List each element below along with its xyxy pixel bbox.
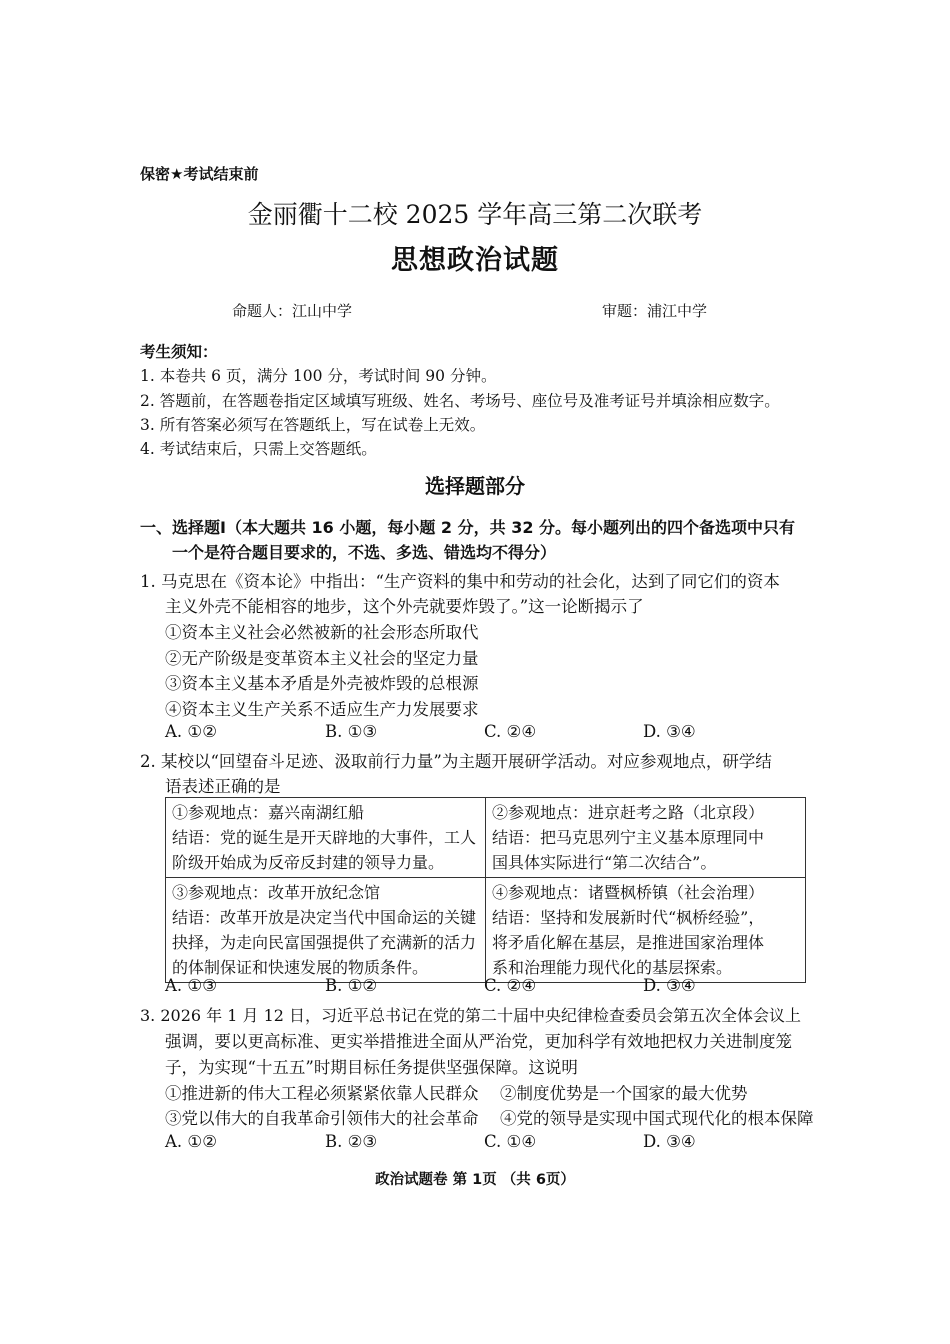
q2-cell-1-line: ①参观地点：嘉兴南湖红船 (172, 803, 365, 822)
q3-statement: ③党以伟大的自我革命引领伟大的社会革命 (165, 1109, 479, 1128)
notice-item: 4. 考试结束后，只需上交答题纸。 (140, 440, 377, 458)
q2-option-c: C. ②④ (484, 976, 537, 995)
q3-option-c: C. ①④ (484, 1132, 537, 1151)
q2-option-b: B. ①② (325, 976, 378, 995)
q3-stem-line1: 3. 2026 年 1 月 12 日，习近平总书记在党的第二十届中央纪律检查委员会第五次全体会议上 (140, 1006, 802, 1025)
q2-cell-1-line: 结语：党的诞生是开天辟地的大事件，工人 (172, 828, 477, 847)
confidential-label: 保密★考试结束前 (140, 165, 259, 183)
q1-option-a: A. ①② (165, 722, 217, 741)
reviewer-label: 审题：浦江中学 (602, 302, 708, 320)
q2-cell-2-line: ②参观地点：进京赶考之路（北京段） (492, 803, 765, 822)
notice-title: 考生须知： (140, 343, 218, 361)
author-label: 命题人：江山中学 (232, 302, 353, 320)
q2-cell-2-line: 结语：把马克思列宁主义基本原理同中 (492, 828, 765, 847)
notice-item: 3. 所有答案必须写在答题纸上，写在试卷上无效。 (140, 416, 486, 434)
q2-cell-4-line: ④参观地点：诸暨枫桥镇（社会治理） (492, 883, 765, 902)
q2-cell-4-line: 将矛盾化解在基层，是推进国家治理体 (492, 933, 765, 952)
q1-stem-line2: 主义外壳不能相容的地步，这个外壳就要炸毁了。”这一论断揭示了 (165, 597, 644, 616)
q2-cell-4-line: 结语：坚持和发展新时代“枫桥经验”， (492, 908, 765, 927)
q3-option-d: D. ③④ (643, 1132, 696, 1151)
notice-item: 2. 答题前，在答题卷指定区域填写班级、姓名、考场号、座位号及准考证号并填涂相应数字。 (140, 392, 780, 410)
q2-stem-line1: 2. 某校以“回望奋斗足迹、汲取前行力量”为主题开展研学活动。对应参观地点，研学结 (140, 752, 772, 771)
q3-statement: ②制度优势是一个国家的最大优势 (500, 1084, 748, 1103)
q2-cell-4-line: 系和治理能力现代化的基层探索。 (492, 958, 733, 977)
q2-cell-3-line: 的体制保证和快速发展的物质条件。 (172, 958, 429, 977)
q2-cell-3 (166, 878, 486, 983)
q3-statement: ④党的领导是实现中国式现代化的根本保障 (500, 1109, 814, 1128)
q1-option-c: C. ②④ (484, 722, 537, 741)
q1-statement: ③资本主义基本矛盾是外壳被炸毁的总根源 (165, 674, 479, 693)
q1-statement: ②无产阶级是变革资本主义社会的坚定力量 (165, 649, 479, 668)
q1-stem-line1: 1. 马克思在《资本论》中指出：“生产资料的集中和劳动的社会化，达到了同它们的资本 (140, 572, 780, 591)
q1-statement: ④资本主义生产关系不适应生产力发展要求 (165, 700, 479, 719)
q2-cell-1-line: 阶级开始成为反帝反封建的领导力量。 (172, 853, 445, 872)
q2-cell-1 (166, 798, 486, 878)
q2-cell-3-line: 结语：改革开放是决定当代中国命运的关键 (172, 908, 477, 927)
q2-stem-line2: 语表述正确的是 (165, 777, 281, 796)
q2-cell-2-line: 国具体实际进行“第二次结合”。 (492, 853, 717, 872)
q1-option-b: B. ①③ (325, 722, 378, 741)
q3-option-b: B. ②③ (325, 1132, 378, 1151)
q2-cell-3-line: ③参观地点：改革开放纪念馆 (172, 883, 381, 902)
notice-item: 1. 本卷共 6 页，满分 100 分，考试时间 90 分钟。 (140, 367, 497, 385)
part-instruction-line2: 一个是符合题目要求的，不选、多选、错选均不得分） (172, 543, 557, 562)
exam-title: 金丽衢十二校 2025 学年高三第二次联考 (247, 200, 703, 229)
q2-cell-4 (486, 878, 806, 983)
q2-option-d: D. ③④ (643, 976, 696, 995)
q2-option-a: A. ①③ (165, 976, 217, 995)
q3-option-a: A. ①② (165, 1132, 217, 1151)
page-footer: 政治试题卷 第 1页 （共 6页） (375, 1172, 575, 1188)
q2-cell-2 (486, 798, 806, 878)
q2-cell-3-line: 抉择，为走向民富国强提供了充满新的活力 (172, 933, 477, 952)
q3-stem-line2: 强调，要以更高标准、更实举措推进全面从严治党，更加科学有效地把权力关进制度笼 (165, 1032, 792, 1051)
section-title: 选择题部分 (425, 474, 525, 498)
subject-title: 思想政治试题 (391, 245, 559, 276)
q1-option-d: D. ③④ (643, 722, 696, 741)
q3-stem-line3: 子，为实现“十五五”时期目标任务提供坚强保障。这说明 (165, 1058, 578, 1077)
part-instruction-line1: 一、选择题Ⅰ（本大题共 16 小题，每小题 2 分，共 32 分。每小题列出的四个备选项中只有 (140, 518, 796, 537)
q3-statement: ①推进新的伟大工程必须紧紧依靠人民群众 (165, 1084, 479, 1103)
q2-table (165, 797, 806, 983)
q1-statement: ①资本主义社会必然被新的社会形态所取代 (165, 623, 479, 642)
